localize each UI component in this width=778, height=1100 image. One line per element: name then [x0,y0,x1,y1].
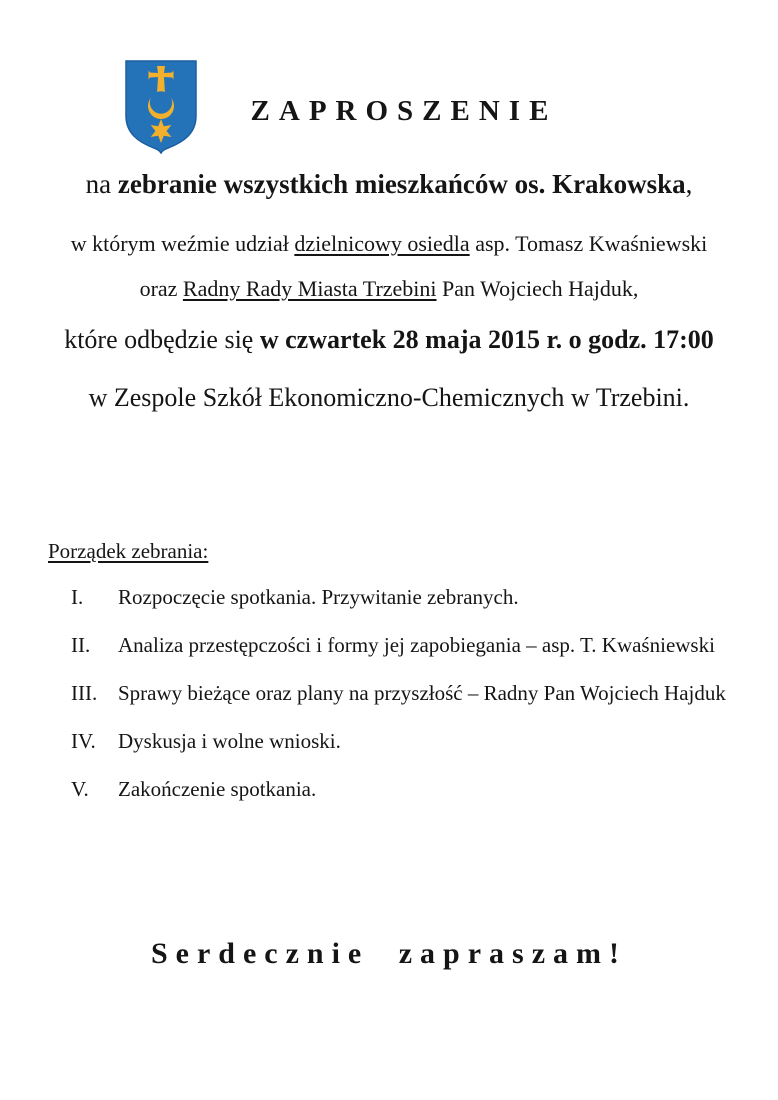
agenda-item-4-numeral: IV. [71,729,96,753]
intro-line-2-prefix: w którym weźmie udział [70,231,295,256]
page-title [0,96,778,126]
agenda-heading-text: Porządek zebrania: [48,539,209,563]
intro-line-4-prefix: które odbędzie się [64,325,260,354]
intro-line-2-underlined: dzielnicowy osiedla [294,231,470,256]
intro-line-1-suffix: , [685,169,693,199]
agenda-item-3-numeral: III. [71,681,98,705]
intro-line-2 [0,232,778,255]
page-title-text: ZAPROSZENIE [250,95,558,127]
closing-line [0,938,778,970]
closing-text: Serdecznie zapraszam! [150,937,628,970]
agenda-item-2-text: Analiza przestępczości i formy jej zapobiegania – asp. T. Kwaśniewski [118,633,715,657]
agenda-item-5-text: Zakończenie spotkania. [118,777,317,801]
agenda-item-5 [0,779,748,800]
agenda-item-3-text: Sprawy bieżące oraz plany na przyszłość – Radny Pan Wojciech Hajduk [118,681,726,705]
agenda-item-4 [0,731,748,752]
agenda-item-5-numeral: V. [71,777,89,801]
intro-line-1 [0,170,778,198]
agenda-heading [48,541,208,562]
intro-line-3-prefix: oraz [139,276,183,301]
agenda-item-4-text: Dyskusja i wolne wnioski. [118,729,341,753]
intro-line-3 [0,277,778,300]
intro-line-4 [0,326,778,353]
agenda-list [0,587,748,827]
intro-line-5 [0,384,778,411]
agenda-item-3 [0,683,748,704]
agenda-item-2-numeral: II. [71,633,91,657]
intro-line-4-bold: w czwartek 28 maja 2015 r. o godz. 17:00 [259,325,714,354]
intro-line-3-underlined: Radny Rady Miasta Trzebini [182,276,437,301]
agenda-item-1-text: Rozpoczęcie spotkania. Przywitanie zebranych. [118,585,519,609]
intro-line-2-suffix: asp. Tomasz Kwaśniewski [469,231,708,256]
intro-line-3-suffix: Pan Wojciech Hajduk, [436,276,639,301]
intro-line-1-bold: zebranie wszystkich mieszkańców os. Krakowska [117,169,686,199]
intro-line-1-prefix: na [85,169,118,199]
agenda-item-1 [0,587,748,608]
intro-line-5-text: w Zespole Szkół Ekonomiczno-Chemicznych w Trzebini. [88,383,690,412]
agenda-item-2 [0,635,748,656]
agenda-item-1-numeral: I. [71,585,84,609]
